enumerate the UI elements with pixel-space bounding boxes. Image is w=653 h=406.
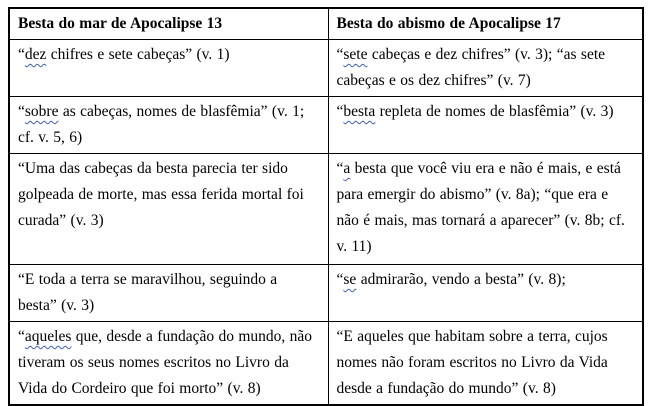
- table-cell: [328, 97, 643, 154]
- table-row: [9, 322, 643, 406]
- cell-text: as cabeças, nomes de blasfêmia” (v. 1; cf. v. 5, 6): [18, 103, 305, 146]
- cell-text: “: [336, 160, 344, 177]
- table-row: [9, 154, 643, 265]
- cell-text: “: [336, 46, 344, 63]
- cell-text: admirarão, vendo a besta” (v. 8);: [356, 271, 566, 288]
- table-cell: [9, 265, 328, 322]
- table-cell: [9, 97, 328, 154]
- column-header-beast-sea: Besta do mar de Apocalipse 13: [9, 8, 328, 40]
- table-row: [9, 265, 643, 322]
- header-row: [9, 8, 643, 40]
- cell-text: “E aqueles que habitam sobre a terra, cujos nomes não foram escritos no Livro da Vida desde a fundação do mundo” (v. 8): [336, 328, 608, 397]
- table-cell: [328, 40, 643, 97]
- spellcheck-underlined-word: a: [343, 160, 351, 177]
- cell-text: “: [336, 103, 344, 120]
- table-cell: [9, 40, 328, 97]
- spellcheck-underlined-word: besta: [343, 103, 376, 120]
- comparison-table: [8, 7, 644, 406]
- cell-text: besta que você viu era e não é mais, e está para emergir do abismo” (v. 8a); “que era e não é mais, mas tornará a aparecer” (v. 8b; cf. v. 11): [336, 160, 625, 255]
- table-cell: [9, 154, 328, 265]
- cell-text: que, desde a fundação do mundo, não tiveram os seus nomes escritos no Livro da Vida do Cordeiro que foi morto” (v. 8): [18, 328, 313, 397]
- cell-text: cabeças e dez chifres” (v. 3); “as sete cabeças e os dez chifres” (v. 7): [336, 46, 606, 89]
- spellcheck-underlined-word: dez: [24, 46, 47, 63]
- spellcheck-underlined-word: sobre: [24, 103, 59, 120]
- column-header-beast-abyss: Besta do abismo de Apocalipse 17: [328, 8, 643, 40]
- table-row: [9, 97, 643, 154]
- spellcheck-underlined-word: se: [343, 271, 357, 288]
- table-cell: [328, 265, 643, 322]
- cell-text: “: [18, 103, 25, 120]
- table-cell: [9, 322, 328, 406]
- cell-text: “E toda a terra se maravilhou, seguindo a besta” (v. 3): [18, 271, 278, 314]
- cell-text: repleta de nomes de blasfêmia” (v. 3): [375, 103, 614, 120]
- cell-text: “: [336, 271, 344, 288]
- table-cell: [328, 322, 643, 406]
- table-row: [9, 40, 643, 97]
- cell-text: “: [18, 328, 25, 345]
- table-cell: [328, 154, 643, 265]
- spellcheck-underlined-word: aqueles: [24, 328, 72, 345]
- cell-text: chifres e sete cabeças” (v. 1): [46, 46, 230, 63]
- spellcheck-underlined-word: sete: [343, 46, 368, 63]
- cell-text: “: [18, 46, 25, 63]
- comparison-table-container: [8, 7, 644, 406]
- cell-text: “Uma das cabeças da besta parecia ter sido golpeada de morte, mas essa ferida mortal foi curada” (v. 3): [18, 160, 304, 229]
